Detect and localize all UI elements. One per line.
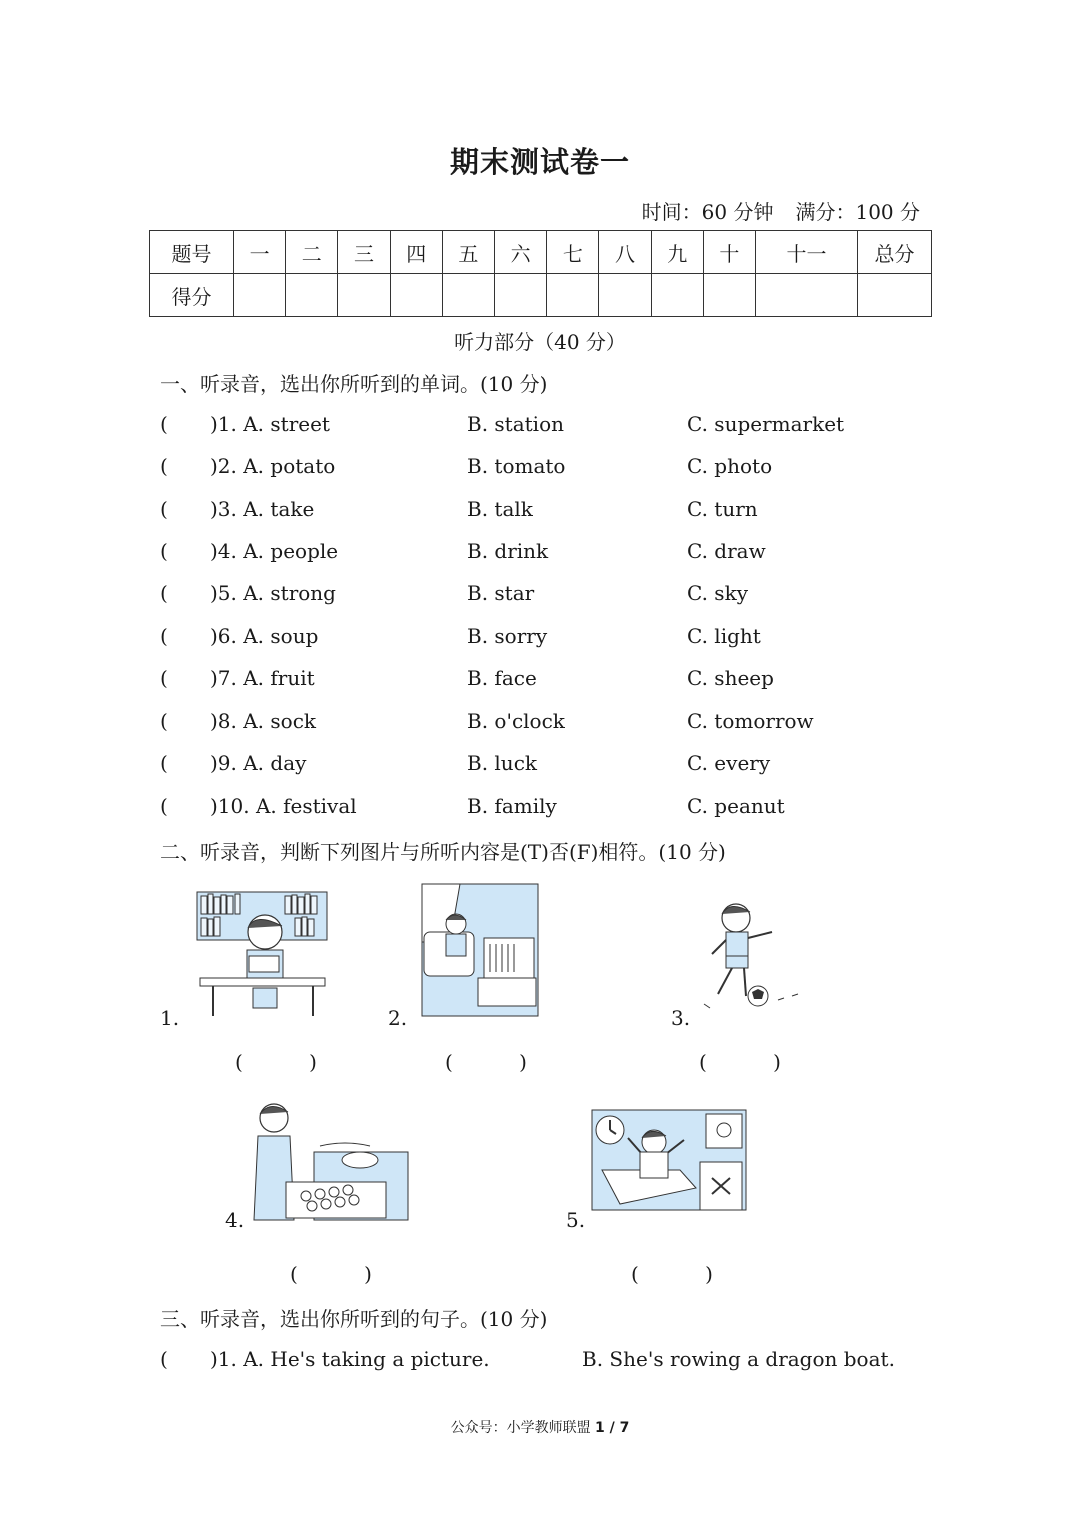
option-c: C. draw <box>687 539 766 563</box>
option-a: )2. A. potato <box>210 454 336 478</box>
option-b: B. tomato <box>467 454 566 478</box>
answer-blank[interactable]: ( <box>160 539 168 563</box>
score-header-cell: 二 <box>286 231 338 274</box>
option-a: )1. A. street <box>210 412 330 436</box>
question-row <box>160 794 920 824</box>
option-b: B. station <box>467 412 564 436</box>
part3-heading: 三、听录音，选出你所听到的句子。(10 分) <box>160 1307 548 1331</box>
woman-making-dumplings-picture <box>250 1098 410 1222</box>
answer-blank[interactable]: ( ) <box>699 1050 811 1074</box>
option-a: )3. A. take <box>210 497 315 521</box>
score-cell[interactable] <box>756 274 858 317</box>
score-header-cell: 五 <box>442 231 494 274</box>
option-a: )8. A. sock <box>210 709 317 733</box>
option-b: B. star <box>467 581 535 605</box>
question-row <box>160 454 920 484</box>
picture-label: 4. <box>225 1208 245 1232</box>
option-c: C. photo <box>687 454 773 478</box>
option-c: C. sheep <box>687 666 774 690</box>
part2-heading: 二、听录音，判断下列图片与所听内容是(T)否(F)相符。(10 分) <box>160 840 726 864</box>
option-c: C. tomorrow <box>687 709 814 733</box>
question-row <box>160 1347 920 1377</box>
score-cell[interactable] <box>858 274 932 317</box>
part1-heading: 一、听录音，选出你所听到的单词。(10 分) <box>160 372 548 396</box>
score-header-cell: 七 <box>547 231 599 274</box>
score-cell[interactable] <box>495 274 547 317</box>
picture-label: 1. <box>160 1006 180 1030</box>
option-b: B. luck <box>467 751 538 775</box>
score-cell[interactable] <box>234 274 286 317</box>
option-b: B. family <box>467 794 557 818</box>
footer-text: 公众号：小学教师联盟 <box>450 1420 591 1436</box>
option-a: )9. A. day <box>210 751 307 775</box>
question-row <box>160 581 920 611</box>
full-score: 满分：100 分 <box>795 200 920 224</box>
option-b: B. face <box>467 666 537 690</box>
score-header-row <box>150 231 932 274</box>
option-b: B. o'clock <box>467 709 565 733</box>
listening-section-title: 听力部分（40 分） <box>454 330 626 354</box>
picture-label: 5. <box>566 1208 586 1232</box>
option-c: C. supermarket <box>687 412 845 436</box>
page-footer <box>0 1417 1080 1437</box>
score-header-cell: 十 <box>703 231 755 274</box>
option-b: B. sorry <box>467 624 548 648</box>
answer-blank[interactable]: ( ) <box>631 1262 743 1286</box>
answer-blank[interactable]: ( <box>160 497 168 521</box>
score-cell[interactable] <box>547 274 599 317</box>
time-limit: 时间：60 分钟 <box>641 200 774 224</box>
picture-label: 2. <box>388 1006 408 1030</box>
page-number: 1 / 7 <box>595 1420 630 1436</box>
score-table <box>149 230 932 317</box>
answer-blank[interactable]: ( <box>160 624 168 648</box>
score-header-cell: 题号 <box>150 231 234 274</box>
answer-blank[interactable]: ( <box>160 581 168 605</box>
boy-getting-up-picture <box>590 1108 748 1218</box>
score-cell[interactable] <box>703 274 755 317</box>
question-row <box>160 412 920 442</box>
answer-blank[interactable]: ( ) <box>290 1262 402 1286</box>
option-a: )1. A. He's taking a picture. <box>210 1347 490 1371</box>
option-a: )10. A. festival <box>210 794 357 818</box>
score-header-cell: 六 <box>495 231 547 274</box>
option-c: C. light <box>687 624 761 648</box>
question-row <box>160 709 920 739</box>
option-a: )6. A. soup <box>210 624 319 648</box>
score-header-cell: 一 <box>234 231 286 274</box>
answer-blank[interactable]: ( <box>160 1347 168 1371</box>
score-header-cell: 四 <box>390 231 442 274</box>
option-b: B. talk <box>467 497 533 521</box>
option-c: C. sky <box>687 581 748 605</box>
answer-blank[interactable]: ( <box>160 666 168 690</box>
score-cell[interactable] <box>442 274 494 317</box>
answer-blank[interactable]: ( <box>160 709 168 733</box>
page-title: 期末测试卷一 <box>449 145 630 179</box>
question-row <box>160 624 920 654</box>
score-header-cell: 八 <box>599 231 651 274</box>
score-cell[interactable] <box>390 274 442 317</box>
score-header-cell: 九 <box>651 231 703 274</box>
answer-blank[interactable]: ( <box>160 412 168 436</box>
answer-blank[interactable]: ( <box>160 751 168 775</box>
answer-blank[interactable]: ( <box>160 794 168 818</box>
score-header-cell: 十一 <box>756 231 858 274</box>
option-b: B. She's rowing a dragon boat. <box>582 1347 895 1371</box>
answer-blank[interactable]: ( ) <box>235 1050 347 1074</box>
option-c: C. every <box>687 751 771 775</box>
option-c: C. turn <box>687 497 758 521</box>
option-b: B. drink <box>467 539 549 563</box>
picture-label: 3. <box>671 1006 691 1030</box>
score-cell[interactable] <box>286 274 338 317</box>
boy-reading-picture <box>195 890 330 1020</box>
score-row-label: 得分 <box>150 274 234 317</box>
score-cell[interactable] <box>338 274 390 317</box>
option-a: )4. A. people <box>210 539 339 563</box>
question-row <box>160 539 920 569</box>
question-row <box>160 666 920 696</box>
answer-blank[interactable]: ( <box>160 454 168 478</box>
option-a: )5. A. strong <box>210 581 336 605</box>
exam-meta <box>642 196 920 225</box>
score-cell[interactable] <box>651 274 703 317</box>
score-row <box>150 274 932 317</box>
score-cell[interactable] <box>599 274 651 317</box>
option-a: )7. A. fruit <box>210 666 315 690</box>
score-header-cell: 三 <box>338 231 390 274</box>
option-c: C. peanut <box>687 794 785 818</box>
question-row <box>160 497 920 527</box>
child-watching-tv-picture <box>420 882 540 1020</box>
boy-playing-football-picture <box>700 896 810 1012</box>
score-header-cell: 总分 <box>858 231 932 274</box>
question-row <box>160 751 920 781</box>
answer-blank[interactable]: ( ) <box>445 1050 557 1074</box>
